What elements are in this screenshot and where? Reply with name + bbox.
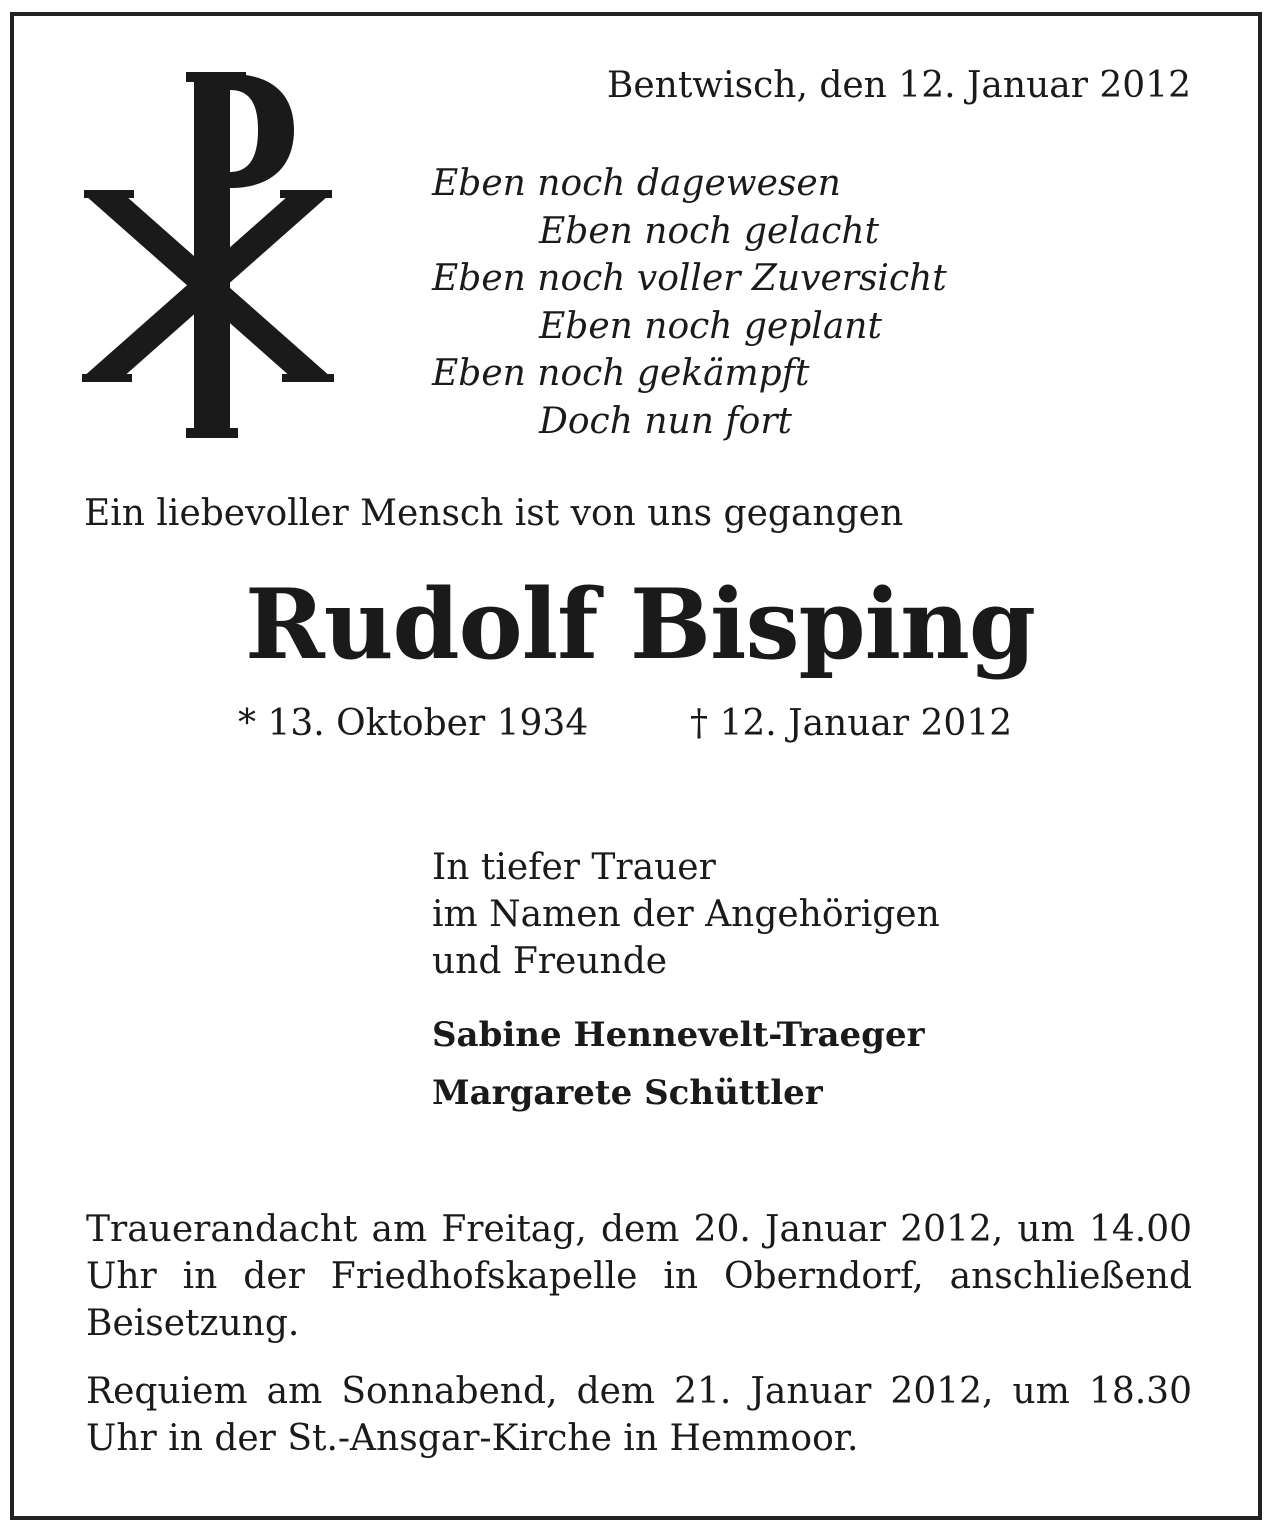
mourning-line: In tiefer Trauer [432, 847, 716, 888]
poem-line: Eben noch voller Zuversicht [432, 258, 947, 299]
mourning-line: im Namen der Angehörigen [432, 894, 940, 935]
poem-line: Eben noch dagewesen [432, 163, 841, 204]
intro-text: Ein liebevoller Mensch ist von uns gegangen [84, 493, 904, 534]
mourning-text [432, 844, 940, 985]
life-dates [238, 700, 1013, 748]
poem-line: Eben noch geplant [539, 305, 882, 347]
death-date: † 12. Januar 2012 [690, 703, 1013, 744]
mourning-line: und Freunde [432, 941, 668, 982]
place-date: Bentwisch, den 12. Januar 2012 [606, 65, 1191, 106]
memorial-service-info: Trauerandacht am Freitag, dem 20. Januar 2012, um 14.00 Uhr in der Friedhofskapelle in Oberndorf, anschließend Beisetzung. [86, 1209, 1192, 1344]
chi-rho-icon [82, 72, 334, 440]
signer-name: Margarete Schüttler [432, 1073, 823, 1113]
poem-line: Doch nun fort [539, 400, 793, 442]
poem-line: Eben noch gelacht [539, 210, 880, 252]
requiem-info: Requiem am Sonnabend, dem 21. Januar 2012, um 18.30 Uhr in der St.-Ansgar-Kirche in Hemmoor. [86, 1371, 1192, 1459]
deceased-name: Rudolf Bisping [244, 568, 1036, 681]
poem-line: Eben noch gekämpft [432, 353, 810, 394]
birth-date: * 13. Oktober 1934 [238, 703, 589, 744]
poem [432, 160, 947, 445]
signers [432, 1006, 925, 1122]
signer-name: Sabine Hennevelt-Traeger [432, 1015, 925, 1055]
